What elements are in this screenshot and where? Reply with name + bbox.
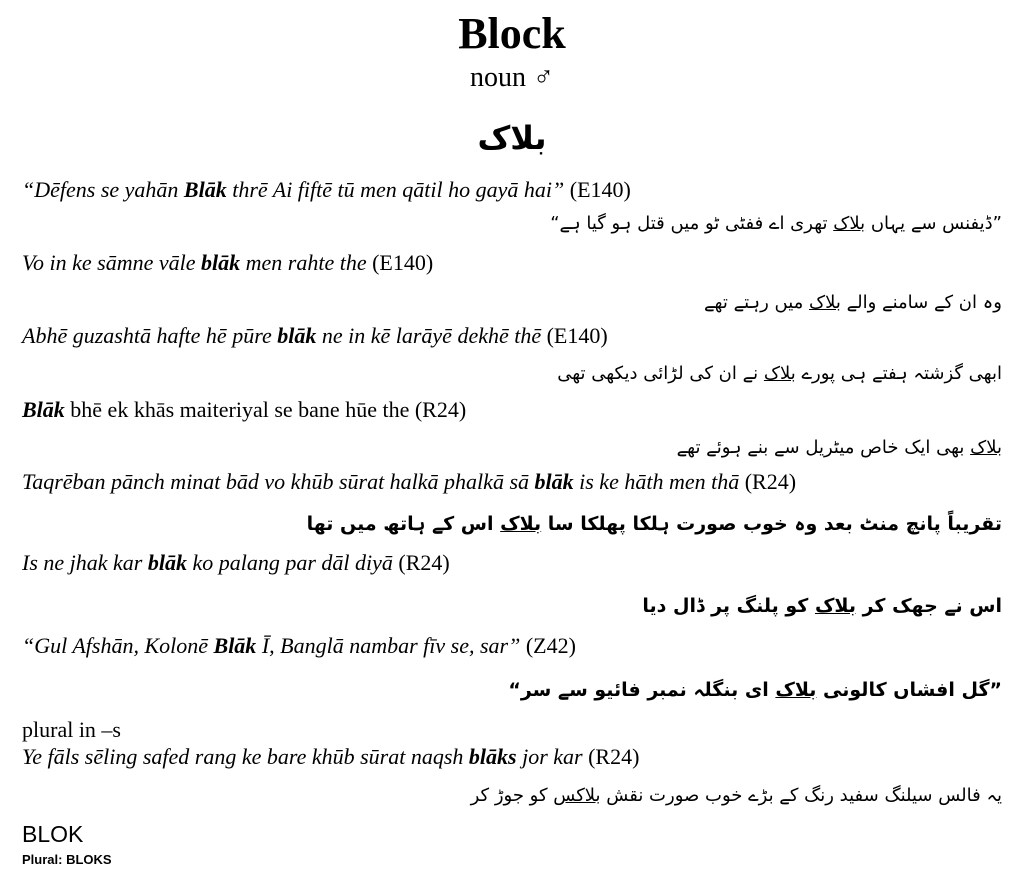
- example-urdu: ”گل افشاں کالونی بلاک ای بنگلہ نمبر فائیو سے سر“: [508, 679, 1002, 701]
- example-roman: Taqrēban pānch minat bād vo khūb sūrat halkā phalkā sā blāk is ke hāth men thā (R24): [22, 469, 797, 494]
- example-urdu: تقریباً پانچ منٹ بعد وہ خوب صورت ہلکا پھلکا سا بلاک اس کے ہاتھ میں تھا: [306, 513, 1002, 535]
- blok-heading: BLOK: [22, 821, 84, 847]
- example-urdu: وہ ان کے سامنے والے بلاک میں رہتے تھے: [704, 292, 1002, 313]
- plural-example-roman: Ye fāls sēling safed rang ke bare khūb sūrat naqsh blāks jor kar (R24): [22, 744, 640, 769]
- example-roman: Blāk bhē ek khās maiteriyal se bane hūe the (R24): [22, 397, 467, 422]
- urdu-headword: بلاک: [477, 119, 547, 157]
- example-urdu: ”ڈیفنس سے یہاں بلاک تھری اے ففٹی ٹو میں قتل ہو گیا ہے“: [550, 213, 1002, 234]
- example-urdu: بلاک بھی ایک خاص میٹریل سے بنے ہوئے تھے: [676, 437, 1002, 458]
- example-roman: “Dēfens se yahān Blāk thrē Ai fiftē tū men qātil ho gayā hai” (E140): [22, 177, 631, 202]
- example-roman: “Gul Afshān, Kolonē Blāk Ī, Banglā nambar fīv se, sar” (Z42): [22, 633, 576, 658]
- example-urdu: ابھی گزشتہ ہفتے ہی پورے بلاک نے ان کی لڑائی دیکھی تھی: [557, 363, 1002, 384]
- example-roman: Is ne jhak kar blāk ko palang par dāl diyā (R24): [22, 550, 450, 575]
- plural-note: plural in –s: [22, 717, 121, 742]
- blok-plural: Plural: BLOKS: [22, 852, 112, 867]
- headword: Block: [458, 9, 566, 58]
- example-urdu: اس نے جھک کر بلاک کو پلنگ پر ڈال دیا: [642, 595, 1002, 617]
- example-roman: Abhē guzashtā hafte hē pūre blāk ne in kē larāyē dekhē thē (E140): [22, 323, 608, 348]
- example-roman: Vo in ke sāmne vāle blāk men rahte the (E140): [22, 250, 434, 275]
- part-of-speech: noun ♂: [470, 62, 554, 93]
- plural-example-urdu: یہ فالس سیلنگ سفید رنگ کے بڑے خوب صورت نقش بلاکس کو جوڑ کر: [470, 785, 1002, 806]
